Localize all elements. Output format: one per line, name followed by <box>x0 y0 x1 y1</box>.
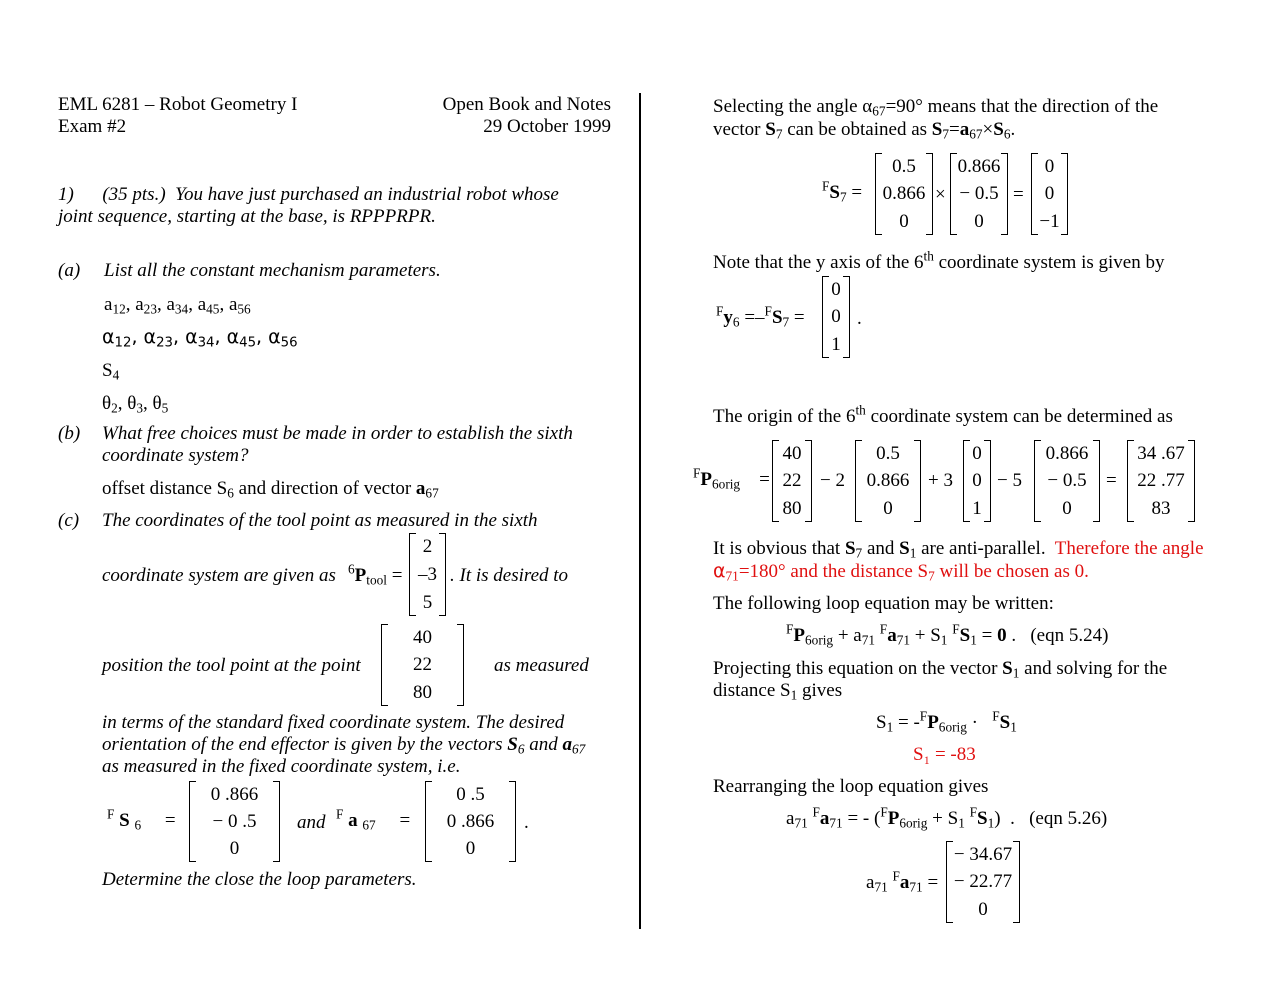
y6-label: $^Fy_6 =-^FS_7$ = <box>716 303 805 330</box>
rearranged-equation: $a_{71}$ $^Fa_{71}$ = - ($^FP_{6orig} + S_1$ $^FS_1$) . (eqn 5.26) <box>786 804 1108 831</box>
origin-matrix-4 <box>1034 440 1100 522</box>
matrix-cell: 1 <box>831 333 841 355</box>
cross-operator: × <box>935 184 946 205</box>
matrix-cell: 0 <box>978 898 988 920</box>
matrix-cell: 0 .866 <box>210 784 259 805</box>
matrix-cell: 0 <box>229 838 240 859</box>
matrix-cell: 22 <box>782 470 802 492</box>
part-a-question: List all the constant mechanism parameters. <box>104 260 441 281</box>
s7-intro-text2: =90° means that the direction of the <box>885 96 1159 117</box>
s7-intro-text: Selecting the angle α <box>713 96 873 117</box>
eqn-ref: (eqn 5.24) <box>1030 625 1109 646</box>
matrix-cell: 0 <box>883 497 893 519</box>
matrix-cell: − 0 .5 <box>212 811 257 832</box>
part-c-question-3b: as measured <box>494 655 589 676</box>
matrix-cell: 22 <box>413 654 432 676</box>
p6orig-label: $^FP_{6orig}$ = <box>693 465 770 492</box>
anti-parallel-line2: $\alpha_{71}=180^\circ$ and the distance $S_7$ will be chosen as 0. <box>713 560 1089 584</box>
conclusion-text-2: =180° and the distance S <box>738 561 929 582</box>
matrix-cell: 83 <box>1151 497 1171 519</box>
origin-text-2: coordinate system can be determined as <box>870 406 1173 427</box>
matrix-cell: 0 <box>831 306 841 328</box>
y-axis-text-1: Note that the y axis of the 6 <box>713 252 924 273</box>
answer-text: offset distance S <box>102 478 228 499</box>
column-divider <box>639 93 641 929</box>
eqn-ref: (eqn 5.26) <box>1029 808 1108 829</box>
course-title: EML 6281 – Robot Geometry I <box>58 94 298 115</box>
ptool-label: $^6P_{tool}$ = <box>348 561 403 588</box>
matrix-cell: 0.866 <box>957 156 1001 178</box>
origin-matrix-1 <box>772 440 812 522</box>
loop-intro: The following loop equation may be written: <box>713 593 1054 614</box>
s7-matrix-1 <box>875 153 933 235</box>
joint-angles: $\theta_2$, $\theta_3$, $\theta_5$ <box>102 393 169 416</box>
anti-parallel-line1: It is obvious that $S_7$ and $S_1$ are anti-parallel. Therefore the angle <box>713 538 1204 561</box>
and-text: and <box>297 812 326 833</box>
matrix-cell: 0 <box>972 470 982 492</box>
matrix-cell: 0 <box>831 279 841 301</box>
part-c-question-2a: coordinate system are given as <box>102 565 336 586</box>
matrix-cell: 40 <box>782 443 802 465</box>
projection-text-4: gives <box>801 680 843 701</box>
period: . <box>524 812 529 833</box>
exam-label: Exam #2 <box>58 116 127 137</box>
matrix-cell: −1 <box>1039 210 1060 232</box>
s1-equation: $S_1 = -^FP_{6orig} \cdot ^FS_1$ <box>876 708 1017 735</box>
period: . <box>857 308 862 329</box>
matrix-cell: 0 <box>465 838 476 859</box>
projection-line1: Projecting this equation on the vector $S_1$ and solving for the <box>713 658 1168 681</box>
origin-matrix-2 <box>855 440 921 522</box>
problem-1-line1 <box>58 184 559 206</box>
a67-label: $^F$ a $_{67}$ = <box>336 806 411 833</box>
matrix-cell: 22 .77 <box>1137 470 1185 492</box>
matrix-cell: − 0.5 <box>1047 470 1087 492</box>
projection-text-3: distance S <box>713 680 791 701</box>
s6-label: $^F$ S $_6$ = <box>107 806 176 833</box>
matrix-cell: 1 <box>972 497 982 519</box>
a71-vector <box>946 841 1020 923</box>
matrix-cell: 0 <box>1044 156 1055 178</box>
s7-intro-line1: Selecting the angle $\alpha_{67}=90^\circ$ means that the direction of the <box>713 96 1159 119</box>
coef-1: − 2 <box>820 470 845 491</box>
link-lengths: $a_{12}$, $a_{23}$, $a_{34}$, $a_{45}$, $a_{56}$ <box>104 294 251 317</box>
equals-operator: = <box>1013 184 1024 205</box>
problem-points: (35 pts.) <box>102 184 166 205</box>
projection-text: Projecting this equation on the vector <box>713 658 998 679</box>
problem-number: 1) <box>58 184 74 205</box>
a71-label: $a_{71}$ $^Fa_{71}$ = <box>866 868 939 895</box>
matrix-cell: 80 <box>413 681 432 703</box>
anti-text: It is obvious that <box>713 538 841 559</box>
offset-s4: $S_4$ <box>102 360 120 383</box>
anti-text-2: are anti-parallel. <box>921 538 1046 559</box>
q5-and: and <box>529 734 558 755</box>
loop-equation: $^FP_{6orig} + a_{71}$ $^Fa_{71} + S_1$ $^FS_1 = 0$ . (eqn 5.24) <box>786 621 1109 648</box>
s6-vector <box>189 781 280 862</box>
origin-text-1: The origin of the 6 <box>713 406 856 427</box>
matrix-cell: 0 <box>1044 183 1055 205</box>
part-b-label: (b) <box>58 423 81 444</box>
ptool-vector <box>409 533 446 616</box>
equals-operator: = <box>1106 470 1117 491</box>
answer-text-mid: and direction of vector <box>233 478 416 499</box>
part-c-question-1: The coordinates of the tool point as measured in the sixth <box>102 510 538 531</box>
part-c-final: Determine the close the loop parameters. <box>102 869 417 890</box>
matrix-cell: 0 <box>972 443 982 465</box>
rearrange-text: Rearranging the loop equation gives <box>713 776 989 797</box>
matrix-cell: 2 <box>422 536 433 558</box>
part-b-question-1: What free choices must be made in order to establish the sixth <box>102 423 573 444</box>
s7-intro-obtained: can be obtained as <box>787 119 928 140</box>
exam-date: 29 October 1999 <box>483 116 611 137</box>
part-c-question-2b: . It is desired to <box>450 565 569 586</box>
part-b-question-2: coordinate system? <box>102 445 249 466</box>
origin-matrix-3 <box>963 440 991 522</box>
matrix-cell: 0.5 <box>892 156 916 178</box>
conclusion-text: Therefore the angle <box>1054 538 1204 559</box>
matrix-cell: − 22.77 <box>953 871 1013 893</box>
origin-result <box>1127 440 1195 522</box>
part-c-question-4: in terms of the standard fixed coordinate system. The desired <box>102 712 565 733</box>
part-c-label: (c) <box>58 510 80 531</box>
s1-result: S₁ = -83 <box>913 744 976 765</box>
matrix-cell: 0 <box>1062 497 1072 519</box>
conclusion-text-3: will be chosen as 0. <box>939 561 1089 582</box>
twist-angles: $\alpha_{12}$, $\alpha_{23}$, $\alpha_{34}$, $\alpha_{45}$, $\alpha_{56}$ <box>102 326 298 351</box>
s7-result <box>1031 153 1068 235</box>
matrix-cell: − 0.5 <box>959 183 999 205</box>
exam-policy: Open Book and Notes <box>442 94 611 115</box>
matrix-cell: 34 .67 <box>1137 443 1185 465</box>
matrix-cell: –3 <box>418 563 437 585</box>
matrix-cell: 40 <box>413 627 432 649</box>
matrix-cell: 0.5 <box>876 443 900 465</box>
s7-label: $^FS_7$ = <box>822 178 863 205</box>
y-axis-text-2: coordinate system is given by <box>938 252 1165 273</box>
matrix-cell: 0 <box>899 210 909 232</box>
projection-line2: distance $S_1$ gives <box>713 680 843 703</box>
coef-3: − 5 <box>997 470 1022 491</box>
q5-text: orientation of the end effector is given by the vectors <box>102 734 503 755</box>
matrix-cell: 0.866 <box>866 470 910 492</box>
matrix-cell: − 34.67 <box>953 844 1013 866</box>
a67-vector <box>425 781 516 862</box>
coef-2: + 3 <box>928 470 953 491</box>
s7-intro-vector: vector <box>713 119 761 140</box>
part-b-answer: offset distance $S_6$ and direction of vector $a_{67}$ <box>102 478 439 501</box>
part-a-label: (a) <box>58 260 81 281</box>
s7-matrix-2 <box>950 153 1008 235</box>
problem-intro: You have just purchased an industrial robot whose <box>175 184 559 205</box>
part-c-question-3a: position the tool point at the point <box>102 655 361 676</box>
matrix-cell: 0 <box>974 210 984 232</box>
part-c-question-5: orientation of the end effector is given by the vectors $S_6$ and $a_{67}$ <box>102 734 586 757</box>
matrix-cell: 0.866 <box>882 183 926 205</box>
origin-text: The origin of the 6th coordinate system can be determined as <box>713 402 1173 427</box>
matrix-cell: 0 .5 <box>456 784 485 805</box>
part-c-question-6: as measured in the fixed coordinate system, i.e. <box>102 756 461 777</box>
target-point-vector <box>381 624 464 706</box>
matrix-cell: 0 .866 <box>446 811 495 832</box>
matrix-cell: 80 <box>782 497 802 519</box>
projection-text-2: and solving for the <box>1024 658 1168 679</box>
s7-intro-line2: vector $S_7$ can be obtained as $S_7=a_{67}\times S_6$. <box>713 119 1016 142</box>
matrix-cell: 0.866 <box>1045 443 1089 465</box>
y-axis-text: Note that the y axis of the 6th coordinate system is given by <box>713 248 1165 273</box>
problem-1-line2: joint sequence, starting at the base, is RPPPRPR. <box>58 206 436 227</box>
y6-vector <box>822 276 850 358</box>
matrix-cell: 5 <box>422 591 433 613</box>
